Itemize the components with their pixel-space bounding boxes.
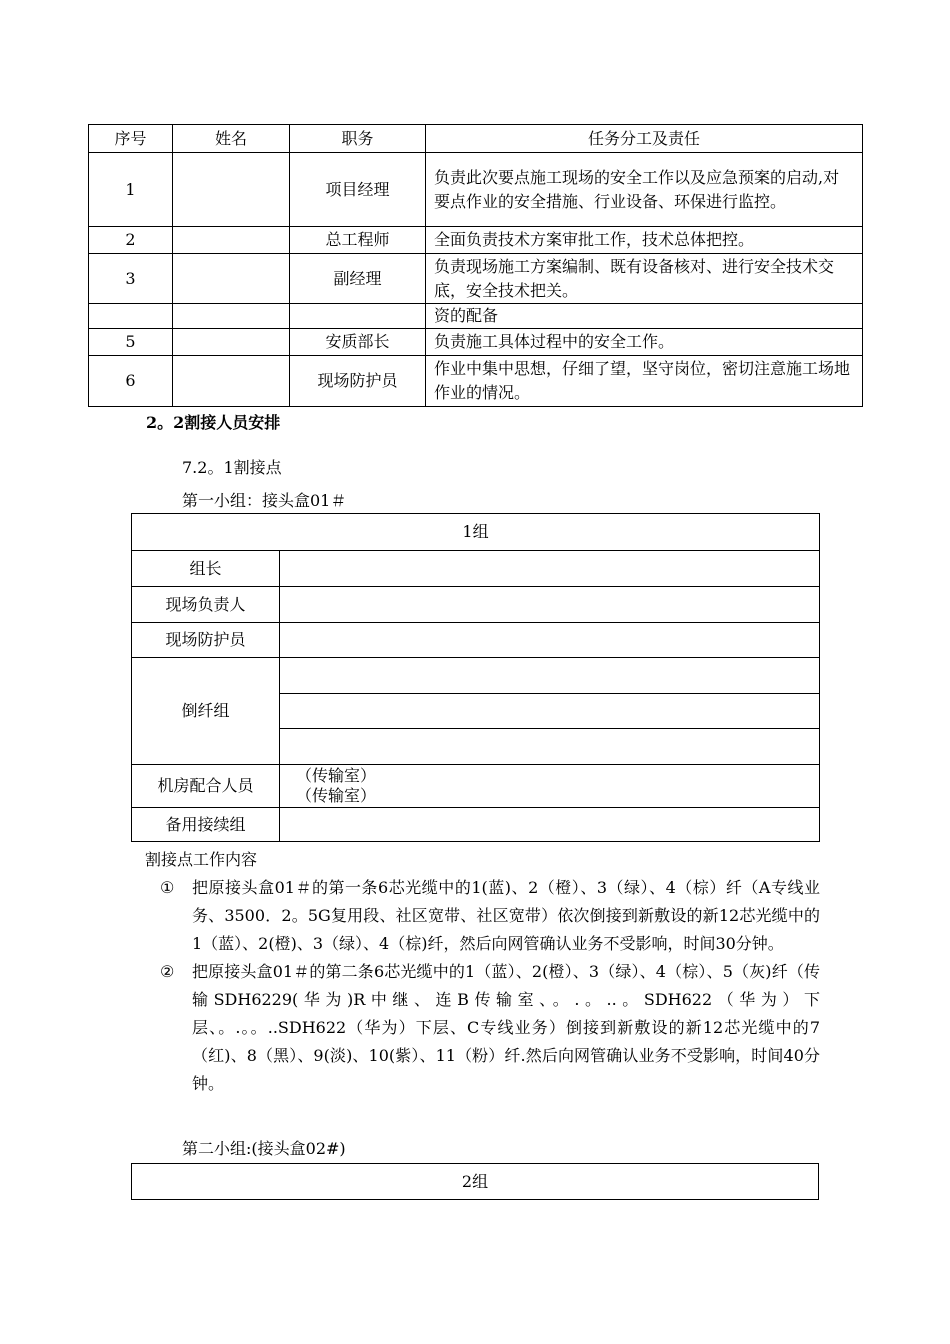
room-staff-line: （传输室）	[296, 786, 377, 805]
item-text: 把原接头盒01＃的第二条6芯光缆中的1（蓝）、2(橙）、3（绿）、4（棕）、5（灰)纤（传输SDH6229(华为)R中继、连B传输室、。.。..。SDH622（华为）下层、。.。。..SDH622（华为）下层、C专线业务）倒接到新敷设的新12芯光缆中的7（红)、8（黑）、9(淡)、10(紫）、11（粉）纤.然后向网管确认业务不受影响，时间40分钟。	[192, 962, 820, 1093]
row-name	[173, 227, 290, 254]
duty-table	[88, 124, 863, 407]
group2-title: 2组	[132, 1164, 819, 1200]
site-guard-value	[280, 623, 820, 658]
work-heading: 割接点工作内容	[145, 850, 258, 869]
fiber-team-value-1	[280, 658, 820, 694]
backup-team-value	[280, 808, 820, 842]
row-role	[290, 304, 426, 329]
row-name	[173, 304, 290, 329]
room-staff-value	[280, 765, 820, 808]
site-guard-label: 现场防护员	[132, 623, 280, 658]
row-duty: 负责现场施工方案编制、既有设备核对、进行安全技术交底，安全技术把关。	[426, 254, 863, 304]
row-role: 安质部长	[290, 329, 426, 356]
row-name	[173, 329, 290, 356]
room-staff-label: 机房配合人员	[132, 765, 280, 808]
row-no: 5	[89, 329, 173, 356]
row-no	[89, 304, 173, 329]
group1-caption: 第一小组：接头盒01＃	[182, 491, 347, 510]
row-duty: 全面负责技术方案审批工作，技术总体把控。	[426, 227, 863, 254]
header-name: 姓名	[173, 125, 290, 153]
fiber-team-value-2	[280, 694, 820, 729]
row-name	[173, 153, 290, 227]
subsection-title: 7.2。1割接点	[182, 458, 282, 477]
site-manager-value	[280, 587, 820, 623]
header-role: 职务	[290, 125, 426, 153]
group1-title: 1组	[132, 514, 820, 551]
group2-caption: 第二小组:(接头盒02#)	[182, 1139, 346, 1158]
list-item	[160, 958, 820, 1098]
room-staff-line: （传输室）	[296, 766, 377, 785]
item-number: ②	[160, 962, 175, 981]
leader-value	[280, 551, 820, 587]
row-duty: 负责此次要点施工现场的安全工作以及应急预案的启动,对要点作业的安全措施、行业设备、环保进行监控。	[426, 153, 863, 227]
row-no: 3	[89, 254, 173, 304]
header-no: 序号	[89, 125, 173, 153]
row-no: 6	[89, 356, 173, 407]
list-item	[160, 874, 820, 958]
table-row	[89, 356, 863, 407]
header-duty: 任务分工及责任	[426, 125, 863, 153]
row-no: 1	[89, 153, 173, 227]
row-duty: 作业中集中思想，仔细了望，坚守岗位，密切注意施工场地作业的情况。	[426, 356, 863, 407]
site-manager-label: 现场负责人	[132, 587, 280, 623]
fiber-team-value-3	[280, 729, 820, 765]
duty-table-header	[89, 125, 863, 153]
backup-team-label: 备用接续组	[132, 808, 280, 842]
row-duty: 资的配备	[426, 304, 863, 329]
row-duty: 负责施工具体过程中的安全工作。	[426, 329, 863, 356]
table-row	[89, 329, 863, 356]
item-number: ①	[160, 878, 175, 897]
table-row	[89, 227, 863, 254]
work-list	[160, 874, 820, 1098]
row-name	[173, 356, 290, 407]
item-text: 把原接头盒01＃的第一条6芯光缆中的1(蓝)、2（橙）、3（绿）、4（棕）纤（A专线业务、3500．2。5G复用段、社区宽带、社区宽带）依次倒接到新敷设的新12芯光缆中的1（蓝）、2(橙)、3（绿）、4（棕)纤，然后向网管确认业务不受影响，时间30分钟。	[192, 878, 820, 953]
section-heading: 2。2割接人员安排	[146, 413, 281, 432]
table-row	[89, 254, 863, 304]
fiber-team-label: 倒纤组	[132, 658, 280, 765]
row-name	[173, 254, 290, 304]
table-row	[89, 304, 863, 329]
group2-table	[131, 1163, 819, 1200]
row-role: 项目经理	[290, 153, 426, 227]
row-role: 总工程师	[290, 227, 426, 254]
table-row	[89, 153, 863, 227]
leader-label: 组长	[132, 551, 280, 587]
row-role: 现场防护员	[290, 356, 426, 407]
row-role: 副经理	[290, 254, 426, 304]
row-no: 2	[89, 227, 173, 254]
group1-table	[131, 513, 820, 842]
